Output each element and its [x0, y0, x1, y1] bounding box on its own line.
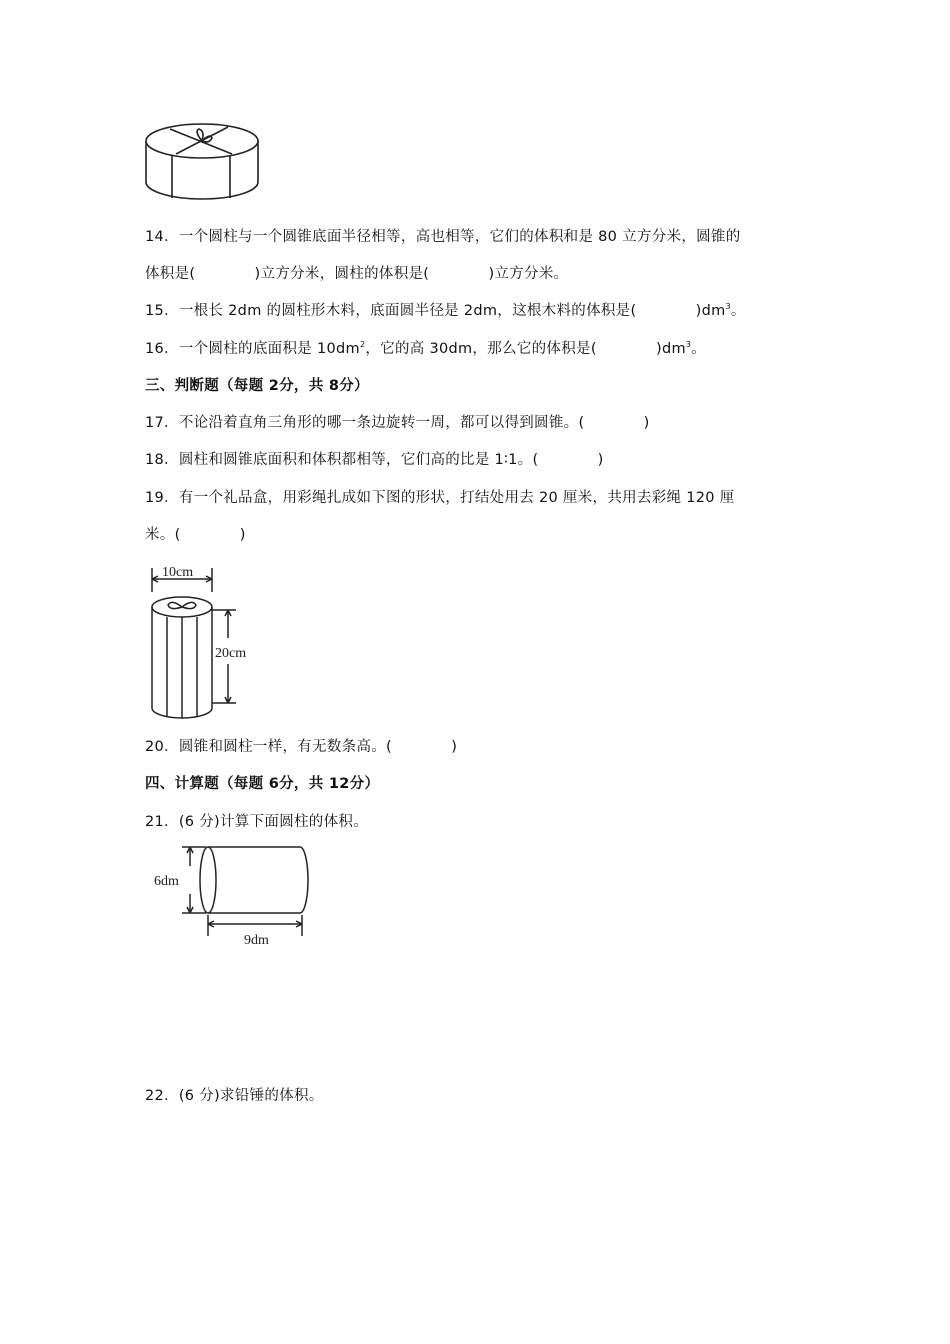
question-22: 22．(6 分)求铅锤的体积。 — [145, 1088, 324, 1104]
question-20: 20．圆锥和圆柱一样，有无数条高。( ) — [145, 739, 458, 755]
length-label: 9dm — [244, 933, 269, 948]
question-19-line-2: 米。( ) — [145, 527, 246, 543]
gift-box-figure — [140, 114, 265, 209]
question-14-line-1: 14．一个圆柱与一个圆锥底面半径相等，高也相等，它们的体积和是 80 立方分米，圆锥的 — [145, 229, 741, 245]
section-4-heading: 四、计算题（每题 6分，共 12分） — [145, 776, 380, 792]
height-label: 20cm — [215, 646, 247, 661]
question-17: 17．不论沿着直角三角形的哪一条边旋转一周，都可以得到圆锥。( ) — [145, 415, 650, 431]
section-3-heading: 三、判断题（每题 2分，共 8分） — [145, 378, 369, 394]
diameter-label: 6dm — [154, 874, 179, 889]
width-label: 10cm — [162, 565, 194, 580]
horizontal-cylinder-figure — [150, 840, 320, 950]
question-15: 15．一根长 2dm 的圆柱形木料，底面圆半径是 2dm，这根木料的体积是( )$dm^3$。 — [145, 302, 746, 319]
question-16: 16．一个圆柱的底面积是 $10dm^2$，它的高 30dm，那么它的体积是( )$dm^3$。 — [145, 340, 707, 357]
question-21: 21．(6 分)计算下面圆柱的体积。 — [145, 814, 368, 830]
question-19-line-1: 19．有一个礼品盒，用彩绳扎成如下图的形状，打结处用去 20 厘米，共用去彩绳 120 厘 — [145, 490, 735, 506]
question-18: 18．圆柱和圆锥底面积和体积都相等，它们高的比是 1∶1。( ) — [145, 452, 604, 468]
ribbon-cylinder-figure — [140, 560, 270, 725]
question-14-line-2: 体积是( )立方分米，圆柱的体积是( )立方分米。 — [145, 266, 569, 282]
